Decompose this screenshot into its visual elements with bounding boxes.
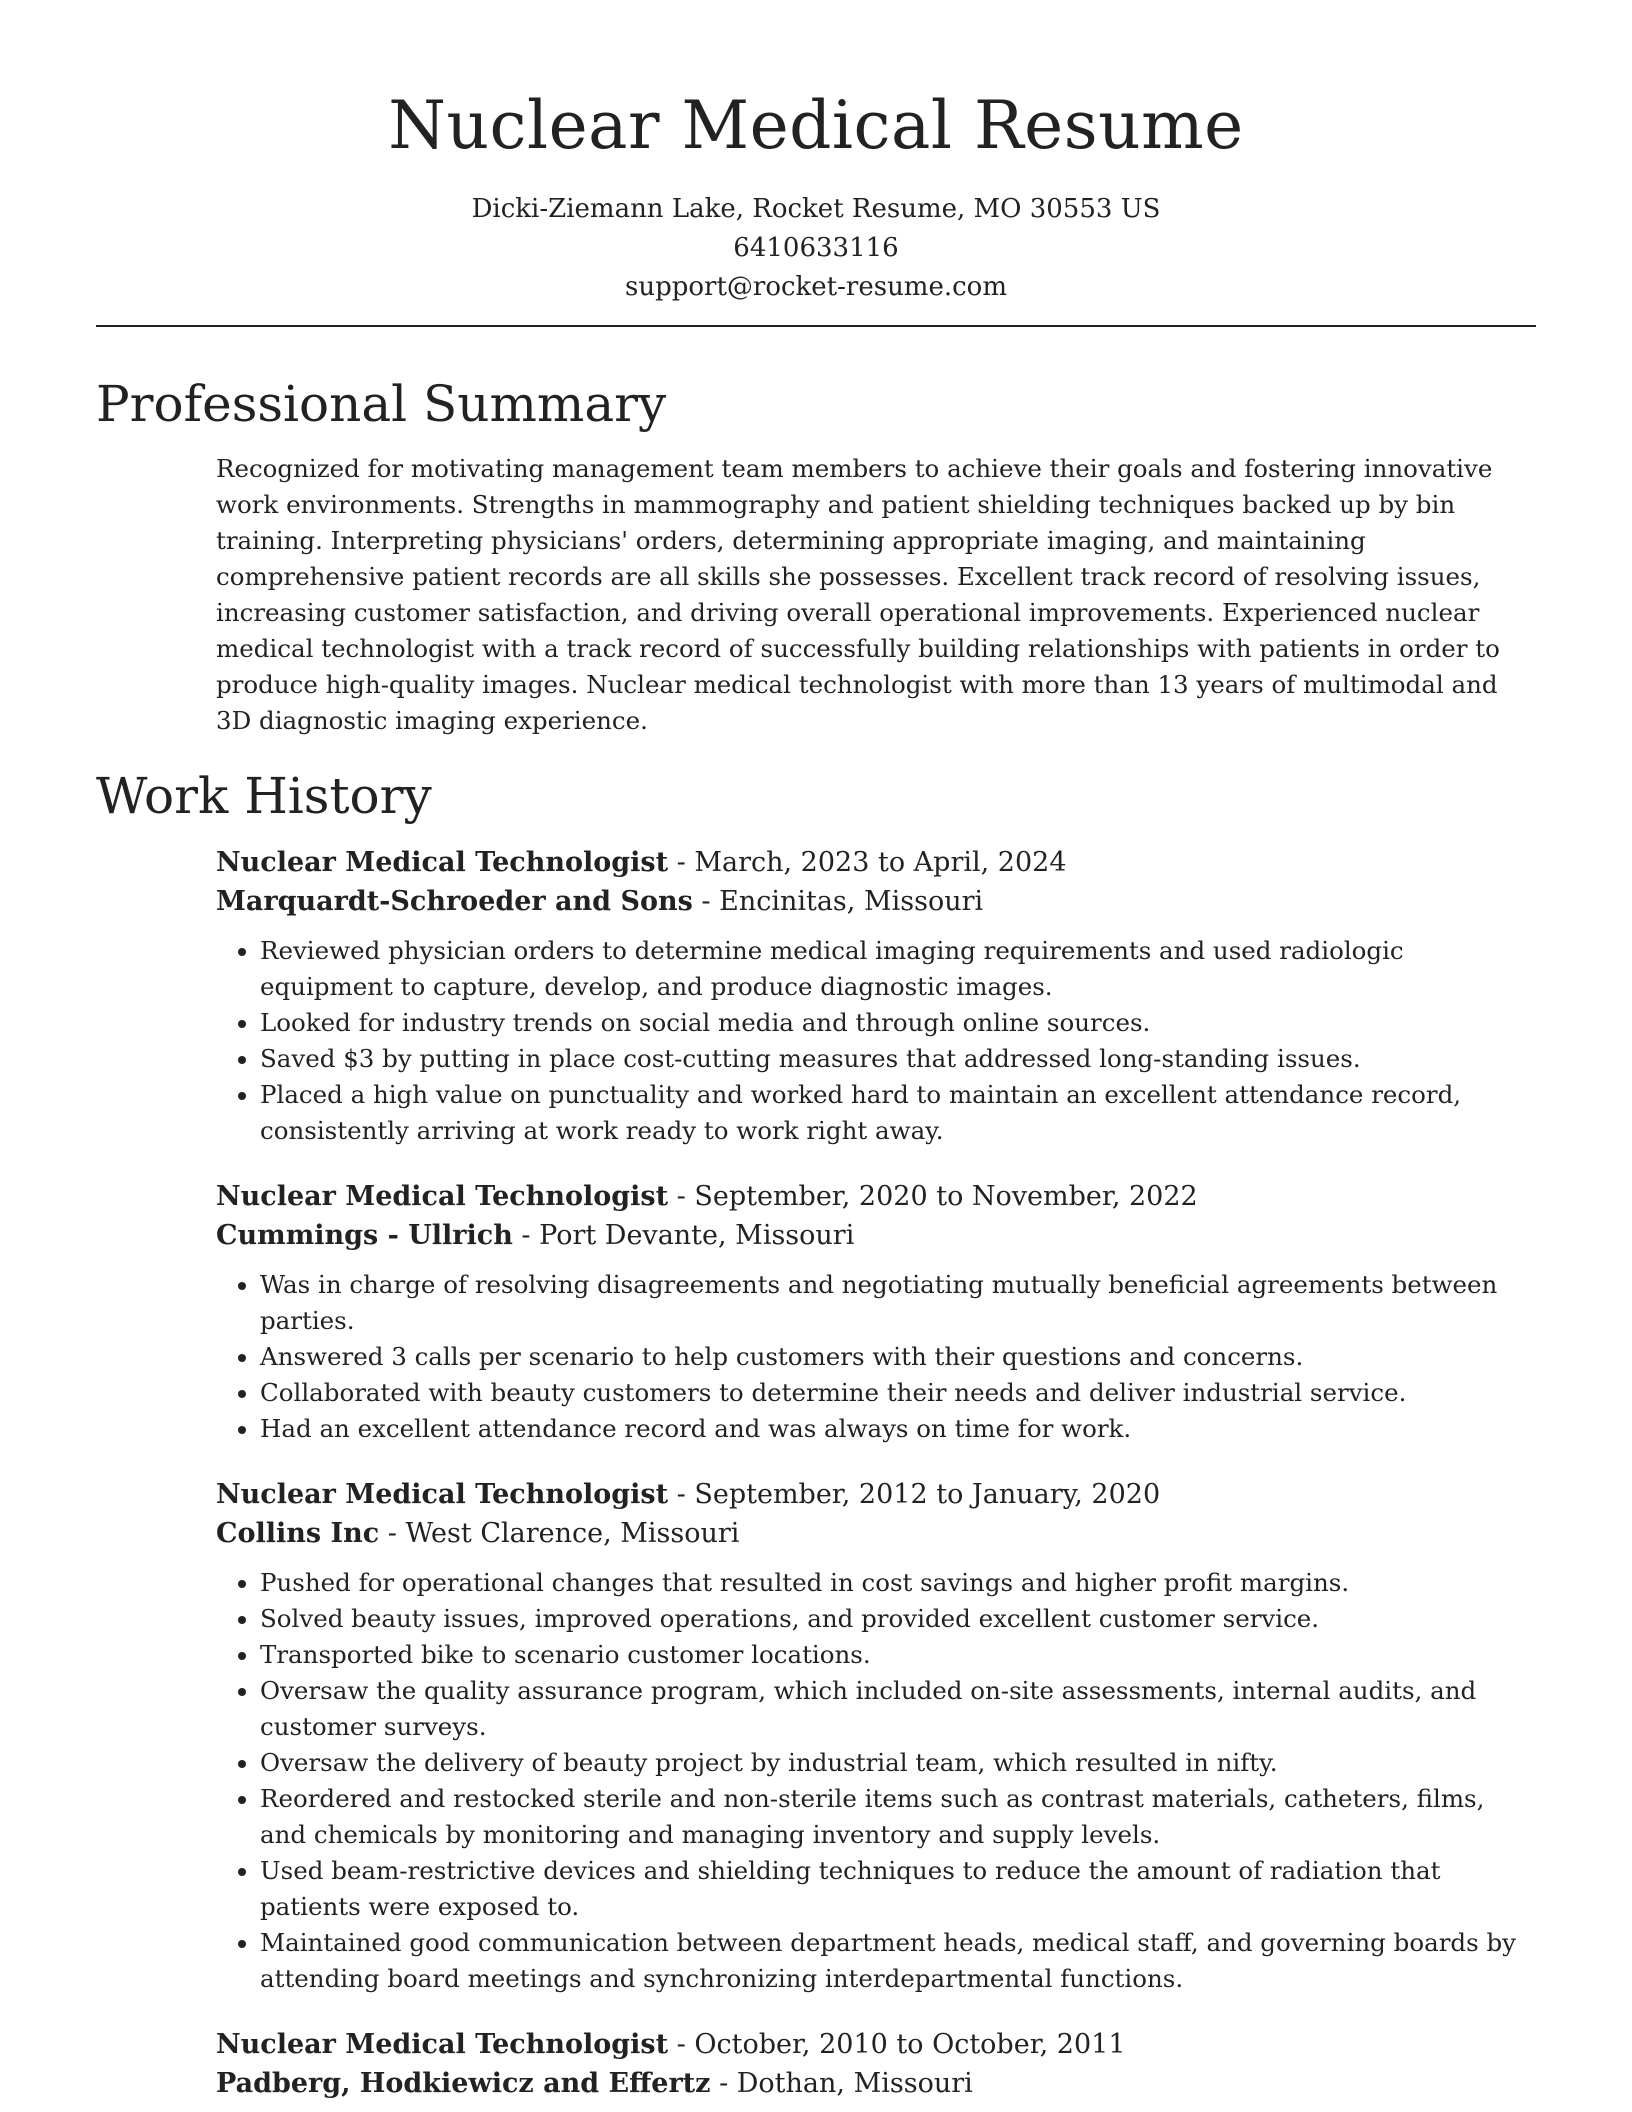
work-history-list [96,843,1536,2103]
job-bullet: • Reviewed physician orders to determine medical imaging requirements and used radiologic equipment to capture, develop, and produce diagnostic images. [260,933,1536,1005]
job-entry [216,1475,1536,1997]
job-company-line: Cummings - Ullrich - Port Devante, Missouri [216,1220,855,1251]
resume-header [96,0,1536,307]
job-company-line: Marquardt-Schroeder and Sons - Encinitas, Missouri [216,886,984,917]
job-bullet: • Had an excellent attendance record and was always on time for work. [260,1411,1536,1447]
job-title-line: Nuclear Medical Technologist - March, 2023 to April, 2024 [216,847,1067,878]
job-location: West Clarence, Missouri [405,1518,740,1549]
phone-text: 6410633116 [733,233,899,263]
job-bullet: • Answered 3 calls per scenario to help customers with their questions and concerns. [260,1339,1536,1375]
job-title-line: Nuclear Medical Technologist - October, 2010 to October, 2011 [216,2029,1126,2060]
job-title: Nuclear Medical Technologist [216,1181,669,1212]
job-title: Nuclear Medical Technologist [216,2029,669,2060]
job-company: Marquardt-Schroeder and Sons [216,886,693,917]
job-title: Nuclear Medical Technologist [216,1479,669,1510]
job-bullets [216,933,1536,1149]
job-location: Port Devante, Missouri [539,1220,855,1251]
job-title-line: Nuclear Medical Technologist - September, 2012 to January, 2020 [216,1479,1161,1510]
job-bullet: • Was in charge of resolving disagreements and negotiating mutually beneficial agreements between parties. [260,1267,1536,1339]
job-bullet: • Collaborated with beauty customers to determine their needs and deliver industrial service. [260,1375,1536,1411]
job-bullet: • Pushed for operational changes that resulted in cost savings and higher profit margins. [260,1565,1536,1601]
job-dates: September, 2012 to January, 2020 [694,1479,1161,1510]
job-bullet: • Used beam-restrictive devices and shielding techniques to reduce the amount of radiation that patients were exposed to. [260,1853,1536,1925]
summary-text: Recognized for motivating management team members to achieve their goals and fostering innovative work environments. Strengths in mammography and patient shielding techniques backed up by bin training. Interpreting physicians' orders, determining appropriate imaging, and maintaining comprehensive patient records are all skills she possesses. Excellent track record of resolving issues, increasing customer satisfaction, and driving overall operational improvements. Experienced nuclear medical technologist with a track record of successfully building relationships with patients in order to produce high-quality images. Nuclear medical technologist with more than 13 years of multimodal and 3D diagnostic imaging experience. [216,454,1500,735]
work-history-heading: Work History [96,767,432,825]
job-bullets [216,1565,1536,1997]
job-bullet: • Looked for industry trends on social media and through online sources. [260,1005,1536,1041]
job-entry [216,1177,1536,1447]
job-company: Collins Inc [216,1518,380,1549]
job-bullets [216,1267,1536,1447]
job-company-line: Padberg, Hodkiewicz and Effertz - Dothan, Missouri [216,2068,973,2099]
job-title-line: Nuclear Medical Technologist - September, 2020 to November, 2022 [216,1181,1198,1212]
job-bullet: • Maintained good communication between department heads, medical staff, and governing boards by attending board meetings and synchronizing interdepartmental functions. [260,1925,1536,1997]
job-dates: March, 2023 to April, 2024 [694,847,1067,878]
job-company-line: Collins Inc - West Clarence, Missouri [216,1518,740,1549]
job-company: Cummings - Ullrich [216,1220,513,1251]
job-bullet: • Solved beauty issues, improved operations, and provided excellent customer service. [260,1601,1536,1637]
job-company: Padberg, Hodkiewicz and Effertz [216,2068,711,2099]
header-divider [96,325,1536,327]
summary-heading: Professional Summary [96,375,667,433]
address-text: Dicki-Ziemann Lake, Rocket Resume, MO 30553 US [471,194,1161,224]
job-entry [216,843,1536,1149]
job-title: Nuclear Medical Technologist [216,847,669,878]
job-location: Encinitas, Missouri [719,886,984,917]
job-bullet: • Oversaw the delivery of beauty project by industrial team, which resulted in nifty. [260,1745,1536,1781]
job-bullet: • Saved $3 by putting in place cost-cutting measures that addressed long-standing issues. [260,1041,1536,1077]
email-text: support@rocket-resume.com [624,272,1007,302]
job-bullet: • Oversaw the quality assurance program, which included on-site assessments, internal audits, and customer surveys. [260,1673,1536,1745]
job-dates: September, 2020 to November, 2022 [694,1181,1198,1212]
job-bullet: • Reordered and restocked sterile and non-sterile items such as contrast materials, catheters, films, and chemicals by monitoring and managing inventory and supply levels. [260,1781,1536,1853]
job-location: Dothan, Missouri [736,2068,973,2099]
contact-info [96,190,1536,307]
job-bullet: • Placed a high value on punctuality and worked hard to maintain an excellent attendance record, consistently arriving at work ready to work right away. [260,1077,1536,1149]
job-dates: October, 2010 to October, 2011 [694,2029,1126,2060]
job-bullet: • Transported bike to scenario customer locations. [260,1637,1536,1673]
job-entry [216,2025,1536,2103]
resume-title: Nuclear Medical Resume [388,87,1244,164]
